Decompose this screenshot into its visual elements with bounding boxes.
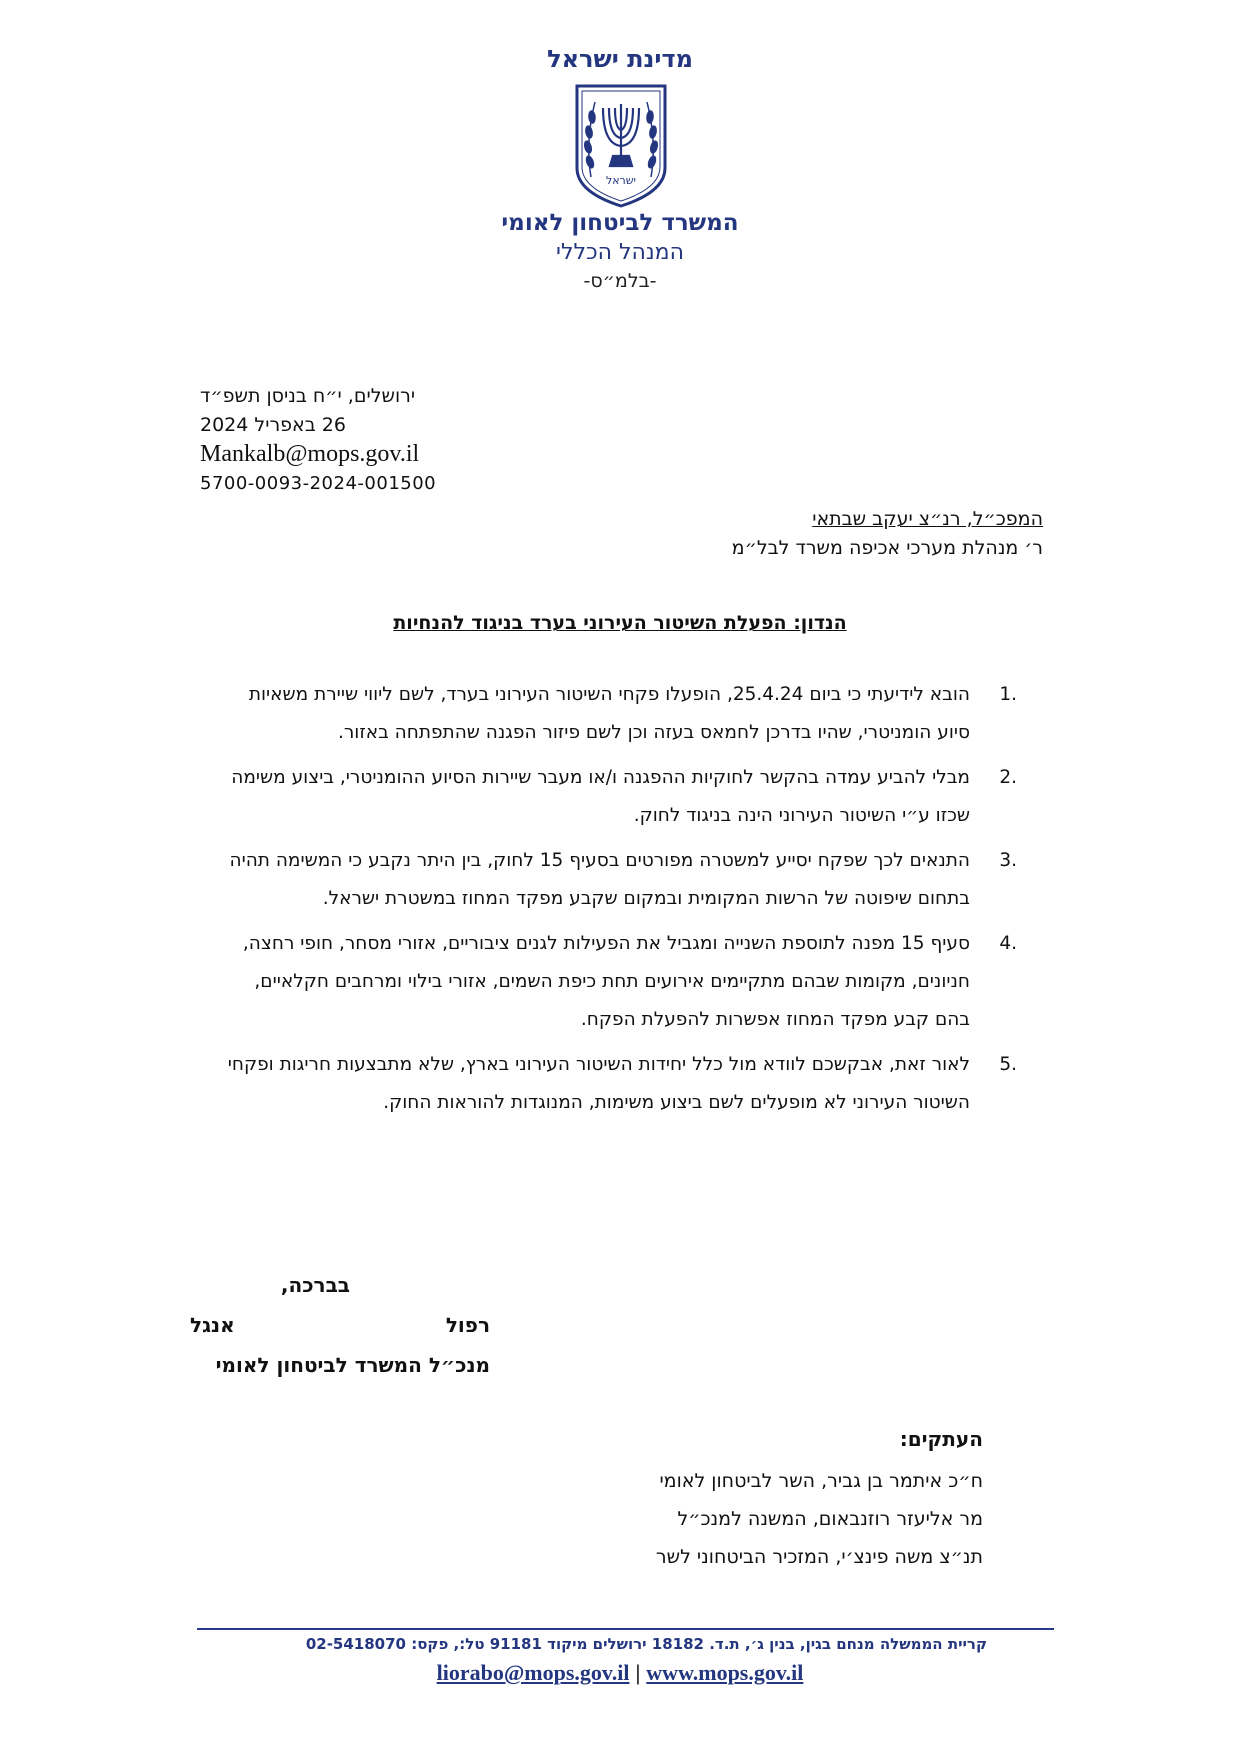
body-paragraph bbox=[225, 925, 1015, 1039]
sender-email: Mankalb@mops.gov.il bbox=[200, 441, 420, 467]
copies-block bbox=[483, 1420, 983, 1576]
signer-first-name: רפול bbox=[445, 1313, 490, 1337]
paragraph-number: 4. bbox=[999, 933, 1017, 954]
footer-address: קריית הממשלה מנחם בגין, בנין ג׳, ת.ד. 18182 ירושלים מיקוד 91181 טל:, פקס: 02-5418070 bbox=[305, 1635, 987, 1653]
recipient-name: המפכ״ל, רנ״צ יעקב שבתאי bbox=[812, 508, 1043, 530]
signer-last-name: אנגל bbox=[190, 1313, 235, 1337]
hebrew-date: ירושלים, י״ח בניסן תשפ״ד bbox=[200, 385, 416, 407]
copy-recipient: ח״כ איתמר בן גביר, השר לביטחון לאומי bbox=[659, 1470, 983, 1492]
recipient-title: ר׳ מנהלת מערכי אכיפה משרד לבל״מ bbox=[731, 537, 1043, 559]
signature-block bbox=[190, 1265, 490, 1385]
emblem-caption: ישראל bbox=[605, 174, 637, 187]
copy-recipient: מר אליעזר רוזנבאום, המשנה למנכ״ל bbox=[677, 1508, 983, 1530]
paragraph-number: 3. bbox=[999, 850, 1017, 871]
signature-greeting: בברכה, bbox=[280, 1273, 350, 1297]
paragraph-text: סעיף 15 מפנה לתוספת השנייה ומגביל את הפעילות לגנים ציבוריים, אזורי מסחר, חופי רחצה, חניונים, מקומות שבהם מתקיימים אירועים תחת כיפת השמים, אזורי בילוי ומרחבים חקלאיים, בהם קבע מפקד המחוז אפשרות להפעלת הפקח. bbox=[242, 933, 970, 1030]
gregorian-date: 26 באפריל 2024 bbox=[200, 414, 346, 436]
signer-title: מנכ״ל המשרד לביטחון לאומי bbox=[215, 1353, 490, 1377]
copies-title: העתקים: bbox=[899, 1427, 983, 1451]
classification-label: -בלמ״ס- bbox=[583, 270, 657, 292]
copy-recipient: תנ״צ משה פינצ׳י, המזכיר הביטחוני לשר bbox=[655, 1546, 983, 1568]
recipient-block bbox=[443, 505, 1043, 563]
body-paragraphs bbox=[225, 676, 1015, 1129]
date-block bbox=[200, 382, 500, 498]
body-paragraph bbox=[225, 842, 1015, 918]
footer-website-link[interactable]: www.mops.gov.il bbox=[646, 1660, 804, 1685]
body-paragraph bbox=[225, 759, 1015, 835]
office-name: המנהל הכללי bbox=[556, 240, 684, 265]
state-name: מדינת ישראל bbox=[547, 45, 693, 73]
ministry-name: המשרד לביטחון לאומי bbox=[501, 210, 739, 236]
state-emblem-icon bbox=[571, 82, 671, 210]
signer-name bbox=[190, 1305, 490, 1345]
paragraph-text: מבלי להביע עמדה בהקשר לחוקיות ההפגנה ו/או מעבר שיירות הסיוע ההומניטרי, ביצוע משימה שכזו ע״י השיטור העירוני הינה בניגוד לחוק. bbox=[231, 767, 970, 826]
paragraph-number: 1. bbox=[999, 684, 1017, 705]
paragraph-number: 2. bbox=[999, 767, 1017, 788]
paragraph-text: התנאים לכך שפקח יסייע למשטרה מפורטים בסעיף 15 לחוק, בין היתר נקבע כי המשימה תהיה בתחום שיפוטה של הרשות המקומית ובמקום שקבע מפקד המחוז במשטרת ישראל. bbox=[229, 850, 970, 909]
footer-divider bbox=[197, 1628, 1054, 1630]
paragraph-text: לאור זאת, אבקשכם לוודא מול כלל יחידות השיטור העירוני בארץ, שלא מתבצעות חריגות ופקחי השיטור העירוני לא מופעלים לשם ביצוע משימות, המנוגדות להוראות החוק. bbox=[227, 1054, 970, 1113]
footer-email-link[interactable]: liorabo@mops.gov.il bbox=[436, 1660, 630, 1685]
body-paragraph bbox=[225, 676, 1015, 752]
paragraph-text: הובא לידיעתי כי ביום 25.4.24, הופעלו פקחי השיטור העירוני בערד, לשם ליווי שיירת משאיות סיוע הומניטרי, שהיו בדרכן לחמאס בעזה וכן לשם פיזור הפגנה שהתפתחה באזור. bbox=[248, 684, 970, 743]
subject-line: הנדון: הפעלת השיטור העירוני בערד בניגוד להנחיות bbox=[393, 612, 847, 634]
body-paragraph bbox=[225, 1046, 1015, 1122]
reference-number: 5700-0093-2024-001500 bbox=[200, 473, 437, 494]
paragraph-number: 5. bbox=[999, 1054, 1017, 1075]
footer-links bbox=[0, 1660, 1240, 1686]
footer-separator: | bbox=[635, 1660, 641, 1685]
